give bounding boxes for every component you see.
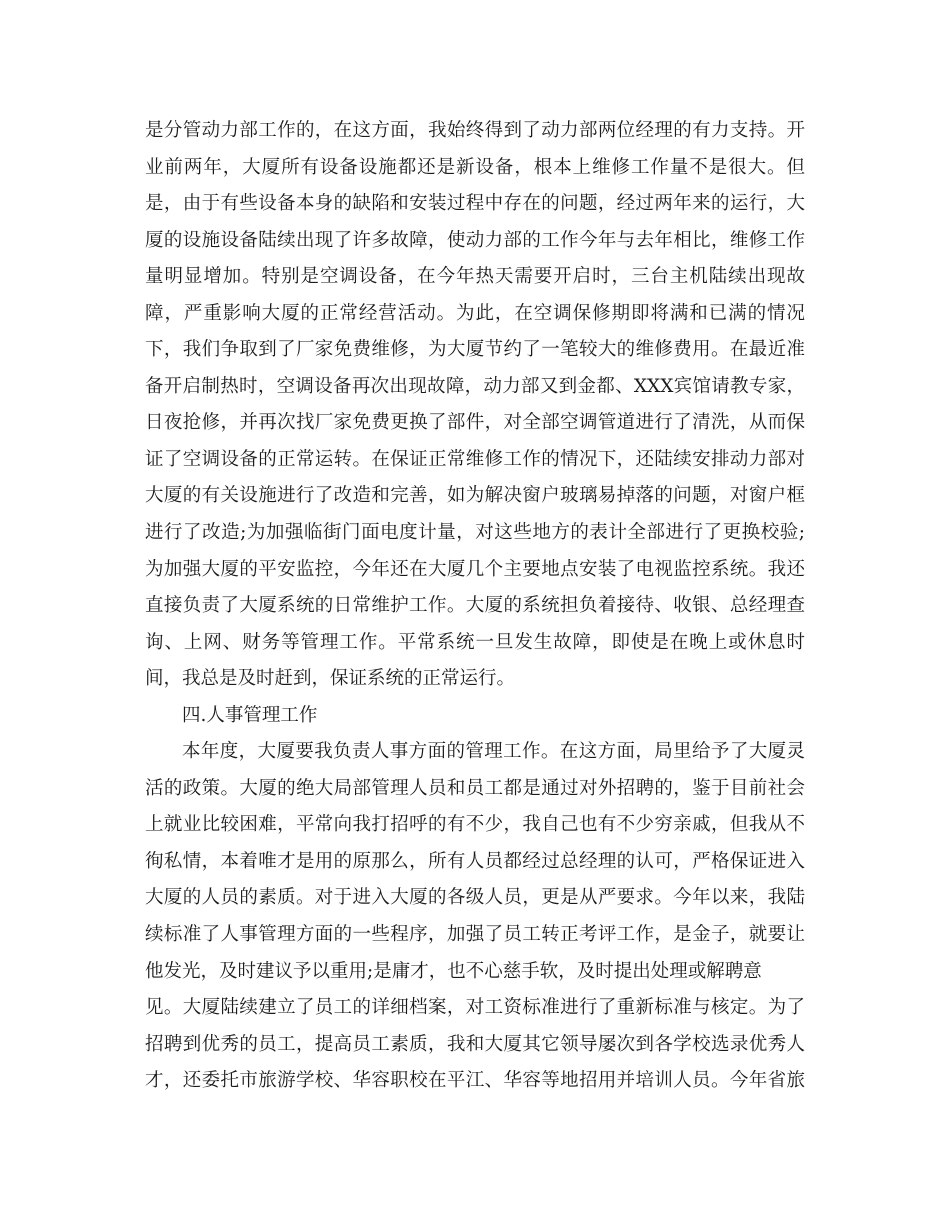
text-line: 是分管动力部工作的，在这方面，我始终得到了动力部两位经理的有力支持。开 — [145, 120, 805, 141]
text-line: 上就业比较困难，平常向我打招呼的有不少，我自己也有不少穷亲戚，但我从不 — [145, 814, 805, 836]
text-line: 本年度，大厦要我负责人事方面的管理工作。在这方面，局里给予了大厦灵 — [182, 741, 805, 763]
body-text — [145, 113, 805, 1100]
text-line: 证了空调设备的正常运转。在保证正常维修工作的情况下，还陆续安排动力部对 — [145, 448, 805, 470]
text-line: 下，我们争取到了厂家免费维修，为大厦节约了一笔较大的维修费用。在最近准 — [145, 339, 805, 361]
text-line: 厦的设施设备陆续出现了许多故障，使动力部的工作今年与去年相比，维修工作 — [145, 229, 805, 251]
text-line: 直接负责了大厦系统的日常维护工作。大厦的系统担负着接待、收银、总经理查 — [145, 595, 805, 617]
text-line: 大厦的有关设施进行了改造和完善，如为解决窗户玻璃易掉落的问题，对窗户框 — [145, 485, 805, 507]
text-line: 量明显增加。特别是空调设备，在今年热天需要开启时，三台主机陆续出现故 — [145, 266, 805, 288]
text-line: 续标准了人事管理方面的一些程序，加强了员工转正考评工作，是金子，就要让 — [145, 924, 805, 946]
section-heading: 四.人事管理工作 — [182, 704, 318, 726]
text-line: 见。大厦陆续建立了员工的详细档案，对工资标准进行了重新标准与核定。为了 — [145, 997, 805, 1019]
text-line: 招聘到优秀的员工，提高员工素质，我和大厦其它领导屡次到各学校选录优秀人 — [145, 1033, 805, 1055]
text-line: 障，严重影响大厦的正常经营活动。为此，在空调保修期即将满和已满的情况 — [145, 302, 805, 324]
text-line: 询、上网、财务等管理工作。平常系统一旦发生故障，即使是在晚上或休息时 — [145, 631, 805, 653]
text-line: 业前两年，大厦所有设备设施都还是新设备，根本上维修工作量不是很大。但 — [145, 156, 805, 178]
text-line: 是，由于有些设备本身的缺陷和安装过程中存在的问题，经过两年来的运行，大 — [145, 193, 805, 215]
text-line: 备开启制热时，空调设备再次出现故障，动力部又到金都、XXX宾馆请教专家， — [145, 375, 805, 397]
text-line: 才，还委托市旅游学校、华容职校在平江、华容等地招用并培训人员。今年省旅 — [145, 1070, 805, 1092]
text-line: 大厦的人员的素质。对于进入大厦的各级人员，更是从严要求。今年以来，我陆 — [145, 887, 805, 909]
text-line: 徇私情，本着唯才是用的原那么，所有人员都经过总经理的认可，严格保证进入 — [145, 850, 805, 872]
text-line: 进行了改造;为加强临街门面电度计量，对这些地方的表计全部进行了更换校验; — [145, 522, 805, 544]
text-line: 间，我总是及时赶到，保证系统的正常运行。 — [145, 668, 516, 690]
text-line: 为加强大厦的平安监控，今年还在大厦几个主要地点安装了电视监控系统。我还 — [145, 558, 805, 580]
text-line: 日夜抢修，并再次找厂家免费更换了部件，对全部空调管道进行了清洗，从而保 — [145, 412, 805, 434]
text-line: 活的政策。大厦的绝大局部管理人员和员工都是通过对外招聘的，鉴于目前社会 — [145, 777, 805, 799]
text-line: 他发光，及时建议予以重用;是庸才，也不心慈手软，及时提出处理或解聘意 — [145, 960, 762, 982]
